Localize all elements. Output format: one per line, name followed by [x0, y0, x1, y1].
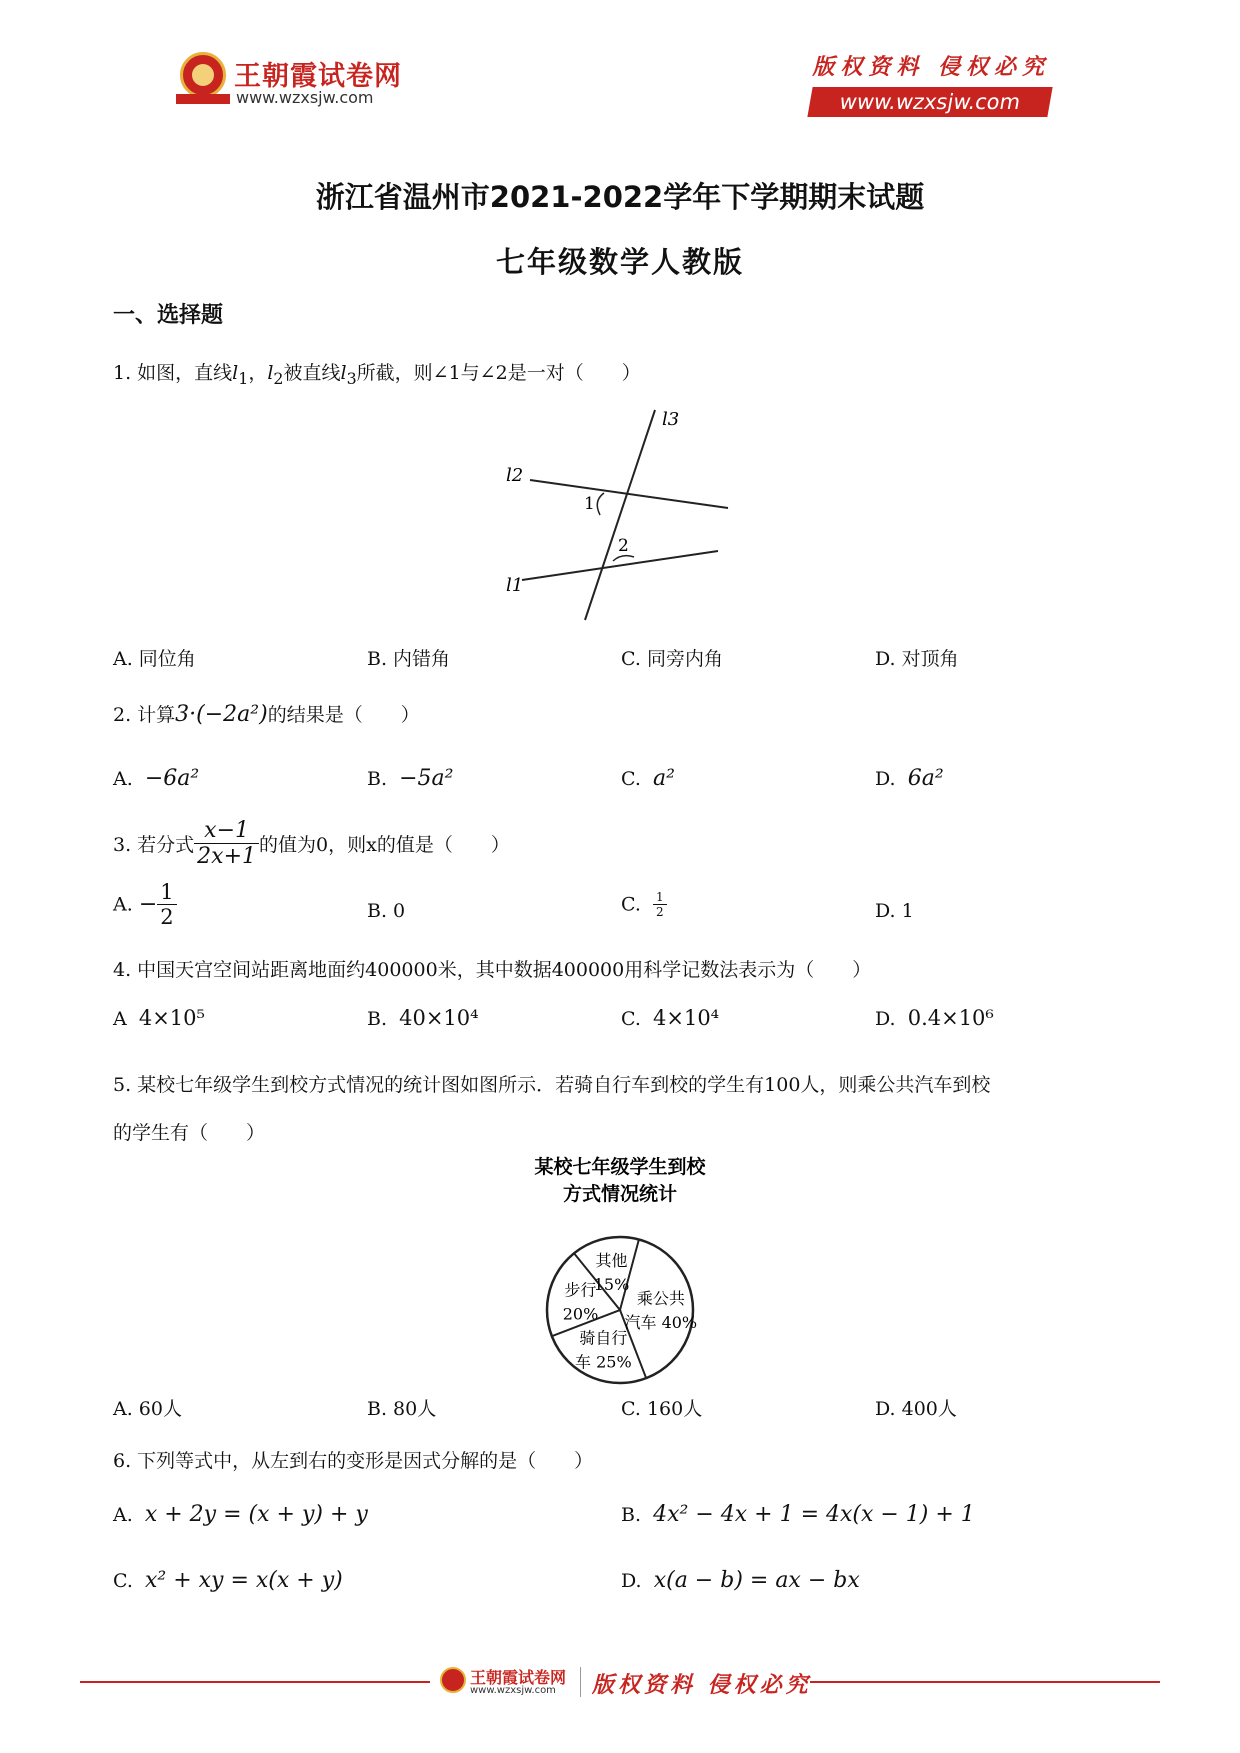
q3-a-fraction [157, 880, 176, 929]
logo-badge-icon [180, 52, 226, 98]
q1-pre: 1. 如图，直线 [113, 362, 233, 384]
q2-option-d[interactable] [875, 766, 944, 791]
q6-c-expr: x² + xy = x(x + y) [145, 1568, 343, 1593]
q4-c-expr: 4×10⁴ [653, 1006, 720, 1030]
footer-badge-icon [440, 1667, 466, 1693]
logo-ribbon [176, 94, 230, 104]
q3-a-label: A. [113, 893, 133, 916]
q6-option-a[interactable] [113, 1502, 368, 1527]
q4-option-b[interactable] [367, 1006, 479, 1030]
q4-b-label: B. [367, 1008, 388, 1030]
fig-angle-1: 1 [584, 494, 595, 514]
fig-angle-2: 2 [618, 536, 629, 556]
q1-sub1: 1 [238, 368, 249, 388]
page-title: 浙江省温州市2021-2022学年下学期期末试题 [315, 180, 925, 214]
site-url-box[interactable]: www.wzxsjw.com [807, 87, 1052, 117]
q3-c-den: 2 [656, 905, 664, 919]
fig-label-l1: l1 [506, 575, 524, 596]
pie-label-1-1: 乘公共 [636, 1288, 685, 1308]
q2-d-label: D. [875, 768, 896, 790]
q4-b-expr: 40×10⁴ [399, 1006, 479, 1030]
q3-a-den: 2 [160, 905, 174, 929]
q2-c-label: C. [621, 768, 641, 790]
pie-label-2-2: 车 25% [575, 1352, 632, 1372]
q6-b-label: B. [621, 1504, 642, 1526]
q5-option-a[interactable]: A. 60人 [113, 1398, 182, 1420]
q4-c-label: C. [621, 1008, 641, 1030]
footer-logo-url[interactable]: www.wzxsjw.com [470, 1685, 556, 1696]
q3-pre: 3. 若分式 [113, 834, 195, 856]
q2-b-label: B. [367, 768, 388, 790]
question-5-line2: 的学生有（ ） [113, 1122, 266, 1144]
q6-a-expr: x + 2y = (x + y) + y [144, 1502, 368, 1527]
q6-option-c[interactable] [113, 1568, 343, 1593]
footer-line-left [80, 1681, 430, 1683]
q3-option-b[interactable]: B. 0 [367, 900, 406, 922]
q2-c-expr: a² [653, 766, 675, 791]
q2-option-a[interactable] [113, 766, 199, 791]
q2-expr: 3·(−2a²) [175, 702, 268, 727]
pie-label-2-1: 骑自行 [579, 1328, 628, 1348]
q2-d-expr: 6a² [907, 766, 944, 791]
footer-separator [580, 1667, 581, 1697]
q3-post: 的值为0，则x的值是（ ） [259, 834, 510, 856]
q3-a-num: 1 [157, 880, 176, 905]
q4-option-c[interactable] [621, 1006, 719, 1030]
q5-option-c[interactable]: C. 160人 [621, 1398, 703, 1420]
header-copyright-block [810, 50, 1050, 117]
q1-option-a[interactable]: A. 同位角 [113, 648, 196, 670]
q3-c-fraction [653, 890, 667, 919]
footer-copyright: 版权资料 侵权必究 [592, 1672, 812, 1698]
pie-label-4-2: 15% [593, 1275, 630, 1295]
q1-l2: l [267, 362, 274, 384]
question-4: 4. 中国天宫空间站距离地面约400000米，其中数据400000用科学记数法表示为（ ） [113, 959, 872, 981]
q5-option-d[interactable]: D. 400人 [875, 1398, 957, 1420]
pie-label-3-1: 步行 [564, 1280, 597, 1300]
q3-option-d[interactable]: D. 1 [875, 900, 914, 922]
q1-option-c[interactable]: C. 同旁内角 [621, 648, 723, 670]
q1-option-d[interactable]: D. 对顶角 [875, 648, 959, 670]
page-subtitle: 七年级数学人教版 [495, 245, 744, 279]
question-6: 6. 下列等式中，从左到右的变形是因式分解的是（ ） [113, 1450, 594, 1472]
fig-label-l3: l3 [662, 409, 680, 430]
q2-a-label: A. [113, 768, 133, 790]
chart-title-line2: 方式情况统计 [562, 1183, 678, 1205]
question-3 [113, 818, 510, 869]
pie-label-4-1: 其他 [595, 1251, 628, 1271]
q4-a-expr: 4×10⁵ [138, 1006, 205, 1030]
q3-c-num: 1 [653, 890, 667, 905]
q6-a-label: A. [113, 1504, 133, 1526]
header-logo [180, 52, 400, 112]
q1-figure [500, 405, 750, 630]
q3-c-label: C. [621, 893, 641, 916]
footer-logo-name: 王朝霞试卷网 [470, 1668, 567, 1687]
q2-post: 的结果是（ ） [267, 704, 420, 726]
question-5-line1: 5. 某校七年级学生到校方式情况的统计图如图所示．若骑自行车到校的学生有100人，则乘公共汽车到校 [113, 1074, 991, 1096]
q3-fraction [194, 818, 259, 869]
pie-label-3-2: 20% [562, 1304, 599, 1324]
q1-l1: l [232, 362, 239, 384]
logo-name: 王朝霞试卷网 [234, 61, 402, 92]
q4-a-label: A [113, 1008, 127, 1030]
q6-option-d[interactable] [621, 1568, 860, 1593]
copyright-text: 版权资料 侵权必究 [812, 54, 1050, 80]
q2-option-b[interactable] [367, 766, 453, 791]
footer-logo [440, 1663, 812, 1703]
q1-post: 所截，则∠1与∠2是一对（ ） [356, 362, 641, 384]
q5-option-b[interactable]: B. 80人 [367, 1398, 437, 1420]
logo-url[interactable]: www.wzxsjw.com [236, 88, 374, 107]
q4-option-a[interactable] [113, 1006, 205, 1030]
question-1 [113, 358, 641, 388]
q1-l3: l [340, 362, 347, 384]
q6-d-label: D. [621, 1570, 642, 1592]
q3-den: 2x+1 [197, 844, 257, 869]
q3-option-a[interactable] [113, 880, 177, 929]
q6-d-expr: x(a − b) = ax − bx [653, 1568, 860, 1593]
chart-title-line1: 某校七年级学生到校 [534, 1156, 706, 1178]
q2-b-expr: −5a² [399, 766, 454, 791]
q2-option-c[interactable] [621, 766, 675, 791]
q1-option-b[interactable]: B. 内错角 [367, 648, 451, 670]
q1-comma: ， [248, 362, 268, 384]
pie-label-1-2: 汽车 40% [624, 1312, 698, 1332]
q2-pre: 2. 计算 [113, 704, 176, 726]
fig-label-l2: l2 [506, 465, 524, 486]
q3-num: x−1 [194, 818, 259, 844]
q3-a-sign: − [138, 892, 158, 917]
pie-chart [500, 1150, 740, 1390]
q4-option-d[interactable] [875, 1006, 994, 1030]
q6-option-b[interactable] [621, 1502, 975, 1527]
q1-sub3: 3 [346, 368, 357, 388]
q1-mid: 被直线 [283, 362, 341, 384]
q4-d-label: D. [875, 1008, 896, 1030]
section-heading: 一、选择题 [113, 303, 224, 328]
q6-c-label: C. [113, 1570, 133, 1592]
footer-line-right [810, 1681, 1160, 1683]
q4-d-expr: 0.4×10⁶ [907, 1006, 994, 1030]
q3-option-c[interactable] [621, 890, 667, 919]
question-2 [113, 700, 420, 727]
q6-b-expr: 4x² − 4x + 1 = 4x(x − 1) + 1 [653, 1502, 975, 1527]
q2-a-expr: −6a² [144, 766, 200, 791]
q1-sub2: 2 [273, 368, 284, 388]
